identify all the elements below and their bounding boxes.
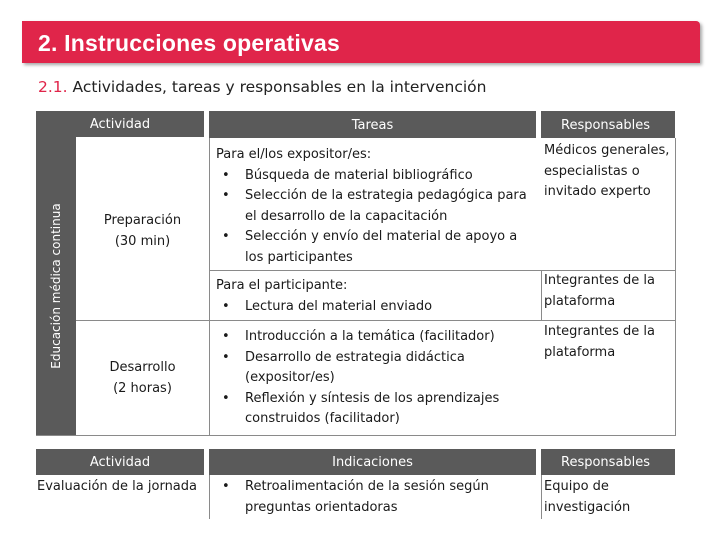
eval-responsible [544, 477, 664, 518]
task-list [216, 297, 534, 318]
task-list [216, 327, 534, 430]
section-number: 2.1. [38, 78, 68, 96]
indication-list [216, 477, 516, 518]
grid-line [209, 475, 210, 519]
tasks-desarrollo [216, 327, 534, 430]
side-label: Educación médica continua [49, 203, 63, 369]
eval-header-indicaciones-label: Indicaciones [332, 455, 413, 470]
header-actividad-label: Actividad [89, 117, 151, 132]
tasks-participante [216, 276, 534, 317]
title-banner [22, 21, 700, 63]
activity-name: Preparación [103, 213, 182, 228]
activity-name: Desarrollo [109, 360, 176, 375]
activity-duration: (2 horas) [113, 380, 172, 396]
activity-preparacion [76, 211, 209, 252]
header-tareas [209, 111, 536, 138]
header-actividad [36, 111, 204, 137]
task-item: • Lectura del material enviado [216, 297, 534, 318]
grid-line [541, 475, 542, 519]
grid-line [36, 435, 676, 436]
section-subtitle [38, 78, 486, 96]
header-tareas-label: Tareas [351, 118, 394, 133]
responsible-text: Integrantes de la plataforma [544, 324, 655, 360]
tasks-intro: Para el/los expositor/es: [216, 147, 372, 162]
activity-duration: (30 min) [114, 233, 171, 249]
header-responsables [541, 111, 675, 138]
eval-activity [30, 477, 205, 498]
eval-header-indicaciones [209, 449, 536, 475]
task-item: • Selección de la estrategia pedagógica para el desarrollo de la capacitación [216, 186, 534, 227]
responsible-text: Médicos generales, especialistas o invitado experto [544, 143, 670, 199]
responsible-desarrollo [544, 322, 672, 363]
side-label-bar [36, 137, 76, 435]
grid-line [541, 270, 542, 320]
task-item: • Reflexión y síntesis de los aprendizajes construidos (facilitador) [216, 389, 534, 430]
eval-responsible-text: Equipo de investigación [544, 479, 631, 515]
activity-desarrollo [76, 358, 209, 399]
responsible-participante [544, 271, 672, 312]
grid-line [76, 320, 676, 321]
eval-header-responsables [541, 449, 675, 475]
task-item: • Desarrollo de estrategia didáctica (expositor/es) [216, 348, 534, 389]
eval-indication [216, 477, 516, 518]
tasks-expositor [216, 145, 534, 268]
eval-header-actividad [36, 449, 204, 475]
tasks-intro: Para el participante: [216, 278, 348, 293]
eval-activity-text: Evaluación de la jornada [37, 479, 197, 494]
indication-item: • Retroalimentación de la sesión según preguntas orientadoras [216, 477, 516, 518]
task-item: • Selección y envío del material de apoyo a los participantes [216, 227, 534, 268]
task-item: • Búsqueda de material bibliográfico [216, 166, 534, 187]
responsible-text: Integrantes de la plataforma [544, 273, 655, 309]
header-responsables-label: Responsables [561, 118, 651, 133]
responsible-expositor [544, 141, 674, 203]
eval-header-responsables-label: Responsables [561, 455, 651, 470]
task-item: • Introducción a la temática (facilitador) [216, 327, 534, 348]
grid-line [209, 138, 210, 436]
task-list [216, 166, 534, 269]
eval-header-actividad-label: Actividad [89, 455, 151, 470]
page-title: 2. Instrucciones operativas [38, 30, 340, 56]
grid-line [675, 138, 676, 436]
section-subtitle-text: Actividades, tareas y responsables en la intervención [72, 78, 487, 96]
